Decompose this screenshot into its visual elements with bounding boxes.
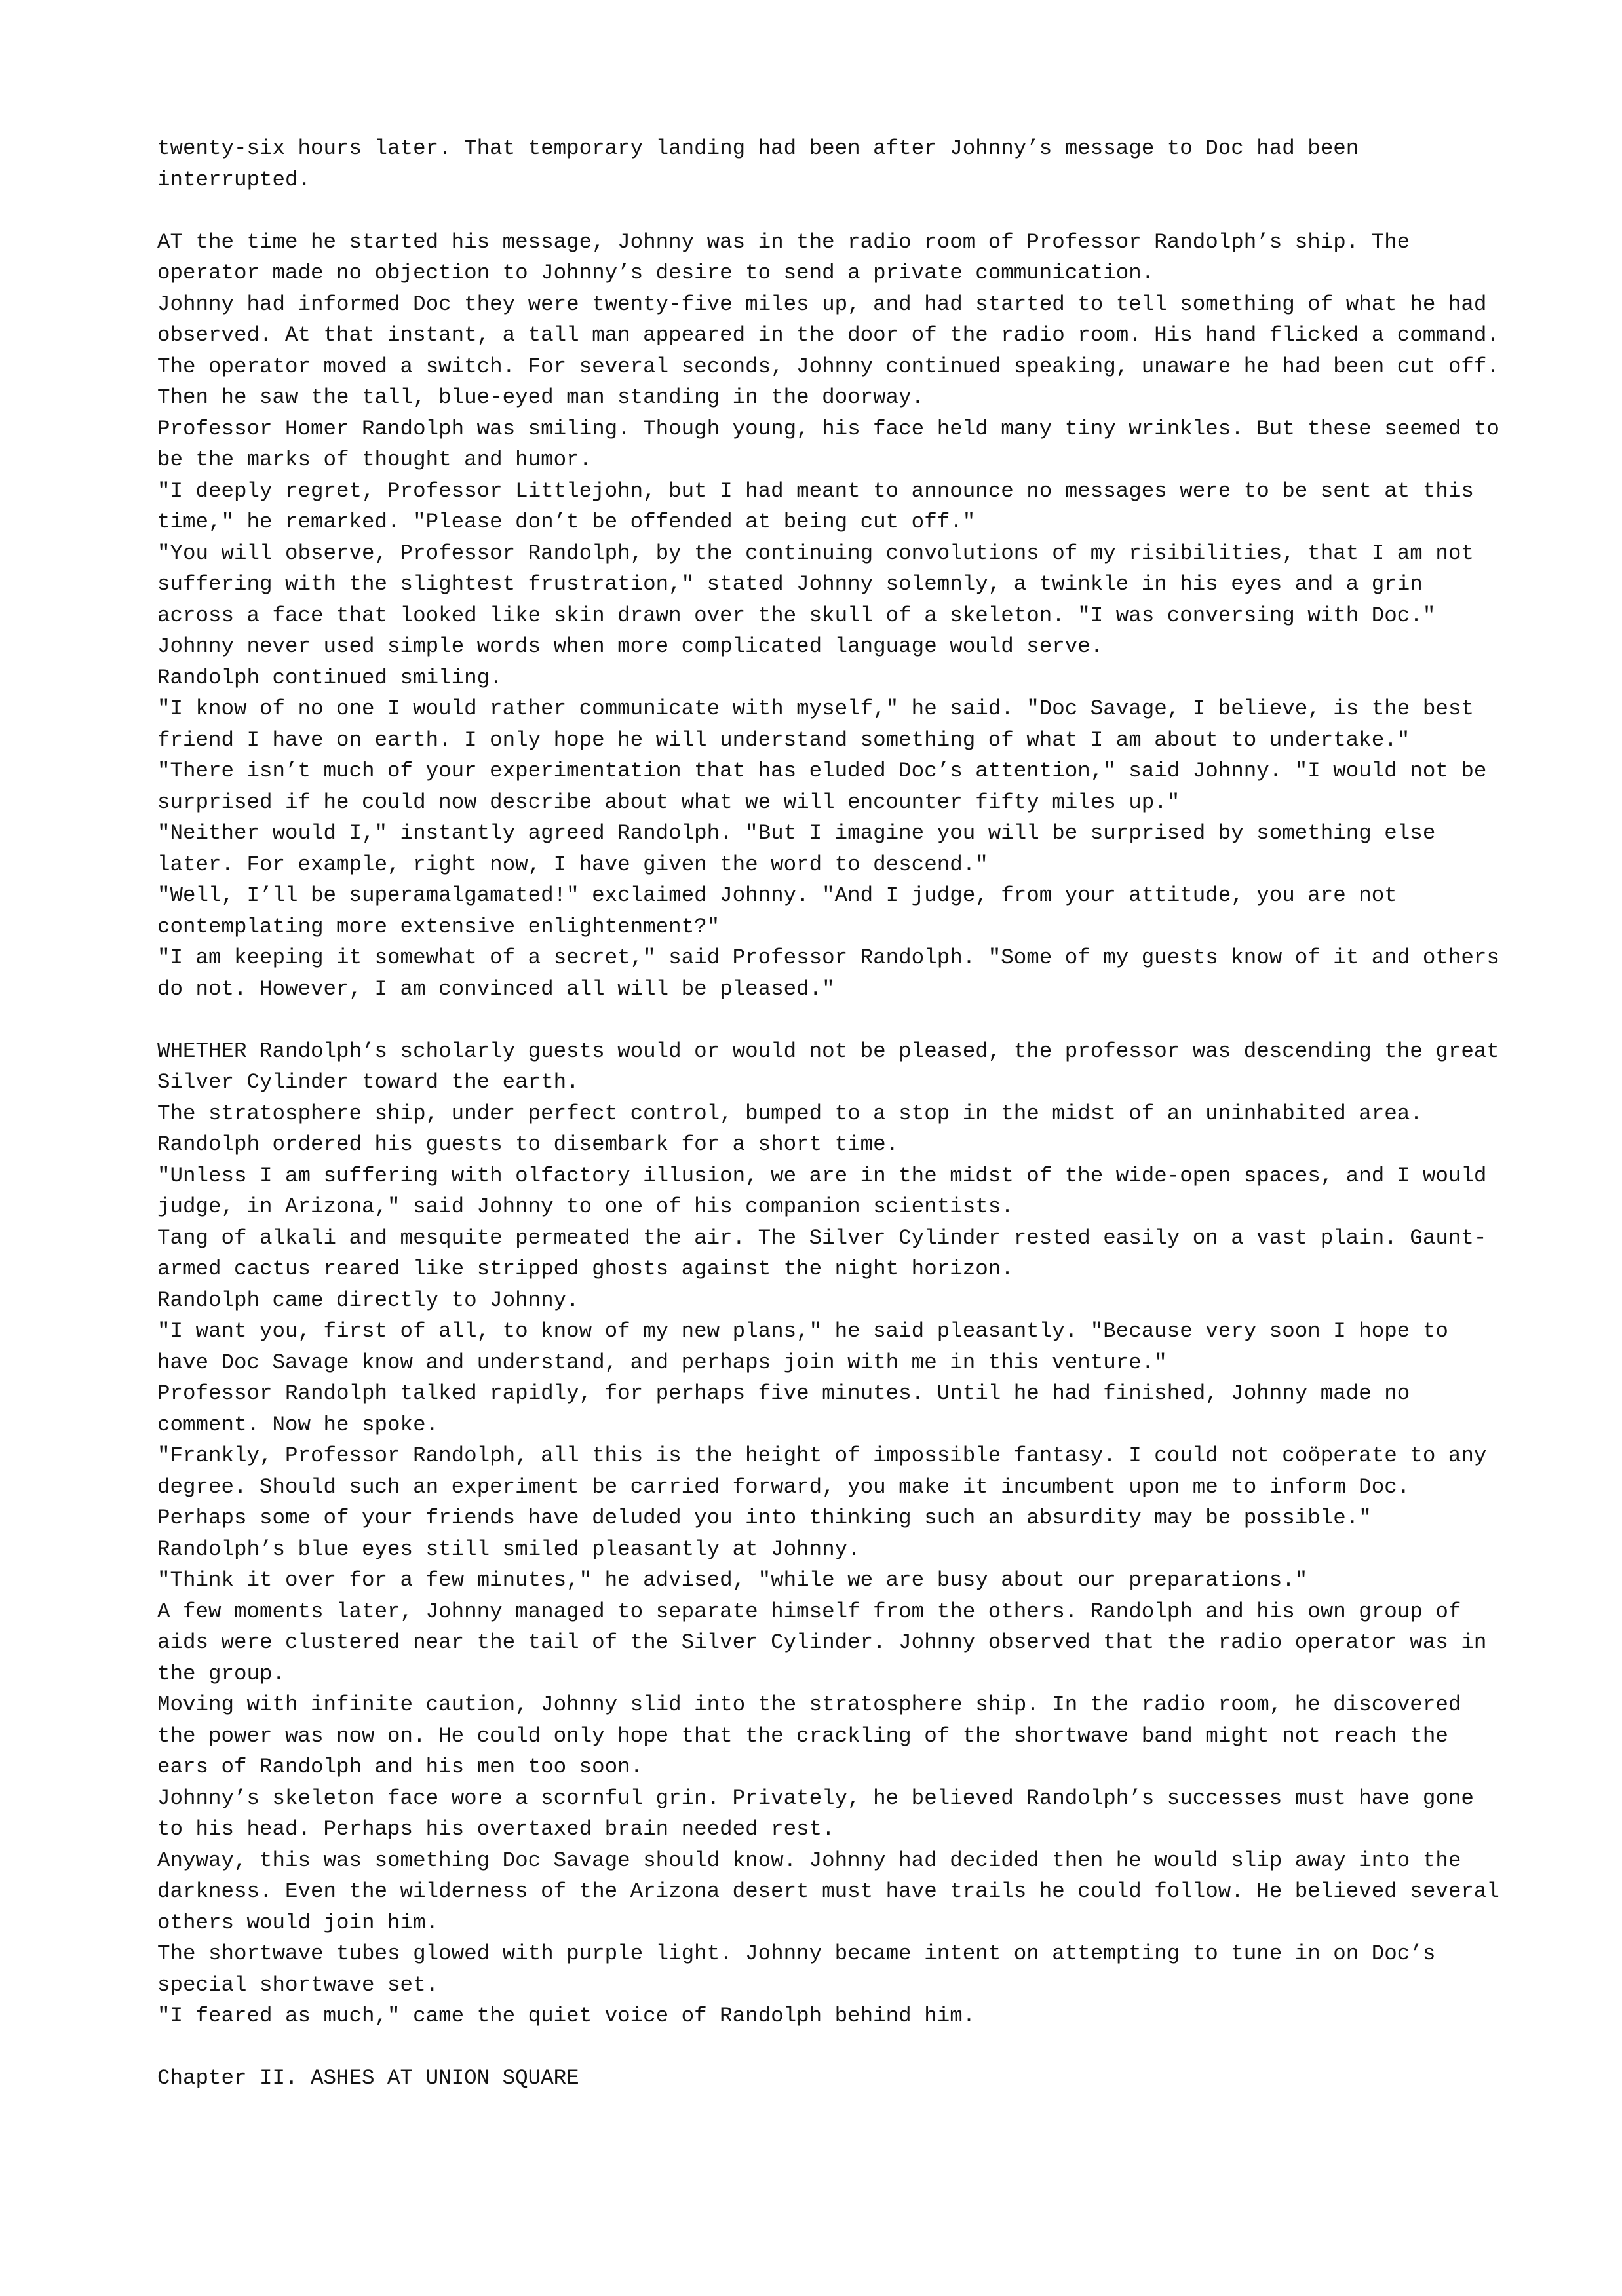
paragraph: "Frankly, Professor Randolph, all this is the height of impossible fantasy. I could not coöperate to any degree. Should such an experiment be carried forward, you make it incumbent upon me to inform Doc. Perhaps some of your friends have deluded you into thinking such an absurdity may be possible." [157,1444,1487,1530]
paragraph: Johnny had informed Doc they were twenty-five miles up, and had started to tell something of what he had observed. At that instant, a tall man appeared in the door of the radio room. His hand flicked a command. [157,292,1499,347]
paragraph-gap [157,195,1507,227]
paragraph-gap [157,2032,1507,2063]
paragraph: Anyway, this was something Doc Savage should know. Johnny had decided then he would slip away into the darkness. Even the wilderness of the Arizona desert must have trails he could follow. He believed several others would join him. [157,1848,1499,1935]
paragraph: "I know of no one I would rather communicate with myself," he said. "Doc Savage, I believe, is the best friend I have on earth. I only hope he will understand something of what I am about to undertake." [157,697,1474,752]
paragraph: Professor Randolph talked rapidly, for perhaps five minutes. Until he had finished, Johnny made no comment. Now he spoke. [157,1381,1410,1437]
paragraph: "I am keeping it somewhat of a secret," said Professor Randolph. "Some of my guests know of it and others do not. However, I am convinced all will be pleased." [157,946,1499,1001]
paragraph: twenty-six hours later. That temporary landing had been after Johnny’s message to Doc had been interrupted. [157,136,1359,192]
paragraph: The operator moved a switch. For several seconds, Johnny continued speaking, unaware he had been cut off. Then he saw the tall, blue-eyed man standing in the doorway. [157,354,1499,410]
paragraph: "I want you, first of all, to know of my new plans," he said pleasantly. "Because very soon I hope to have Doc Savage know and understand, and perhaps join with me in this venture." [157,1319,1448,1375]
paragraph: "You will observe, Professor Randolph, by the continuing convolutions of my risibilities, that I am not suffering with the slightest frustration," stated Johnny solemnly, a twinkle in his eyes and a grin across a face that looked like skin drawn over the skull of a skeleton. "I was conversing with Doc." [157,541,1474,628]
paragraph: "I deeply regret, Professor Littlejohn, but I had meant to announce no messages were to be sent at this time," he remarked. "Please don’t be offended at being cut off." [157,478,1474,534]
paragraph: The stratosphere ship, under perfect control, bumped to a stop in the midst of an uninhabited area. Randolph ordered his guests to disembark for a short time. [157,1101,1423,1157]
paragraph: "Unless I am suffering with olfactory illusion, we are in the midst of the wide-open spaces, and I would judge, in Arizona," said Johnny to one of his companion scientists. [157,1163,1487,1219]
paragraph: "Well, I’ll be superamalgamated!" exclaimed Johnny. "And I judge, from your attitude, you are not contemplating more extensive enlightenment?" [157,883,1397,939]
paragraph: Moving with infinite caution, Johnny slid into the stratosphere ship. In the radio room, he discovered the power was now on. He could only hope that the crackling of the shortwave band might not reach the ears of Randolph and his men too soon. [157,1693,1461,1779]
chapter-heading: Chapter II. ASHES AT UNION SQUARE [157,2066,579,2090]
paragraph: Randolph’s blue eyes still smiled pleasantly at Johnny. [157,1537,860,1561]
paragraph: Randolph came directly to Johnny. [157,1288,579,1312]
paragraph-gap [157,1004,1507,1036]
document-page [157,133,1507,2094]
paragraph: WHETHER Randolph’s scholarly guests would or would not be pleased, the professor was descending the great Silver Cylinder toward the earth. [157,1039,1499,1094]
paragraph: "Neither would I," instantly agreed Randolph. "But I imagine you will be surprised by something else later. For example, right now, I have given the word to descend." [157,821,1436,877]
paragraph: AT the time he started his message, Johnny was in the radio room of Professor Randolph’s ship. The operator made no objection to Johnny’s desire to send a private communication. [157,229,1410,285]
paragraph: "There isn’t much of your experimentation that has eluded Doc’s attention," said Johnny. "I would not be surprised if he could now describe about what we will encounter fifty miles up." [157,759,1487,814]
paragraph: Tang of alkali and mesquite permeated the air. The Silver Cylinder rested easily on a vast plain. Gaunt-armed cactus reared like stripped ghosts against the night horizon. [157,1225,1487,1281]
paragraph: The shortwave tubes glowed with purple light. Johnny became intent on attempting to tune in on Doc’s special shortwave set. [157,1942,1436,1997]
paragraph: Johnny never used simple words when more complicated language would serve. [157,634,1104,659]
paragraph: "I feared as much," came the quiet voice of Randolph behind him. [157,2004,976,2028]
paragraph: Professor Homer Randolph was smiling. Though young, his face held many tiny wrinkles. But these seemed to be the marks of thought and humor. [157,416,1499,472]
paragraph: Johnny’s skeleton face wore a scornful grin. Privately, he believed Randolph’s successes must have gone to his head. Perhaps his overtaxed brain needed rest. [157,1786,1474,1841]
paragraph: A few moments later, Johnny managed to separate himself from the others. Randolph and his own group of aids were clustered near the tail of the Silver Cylinder. Johnny observed that the radio operator was in the group. [157,1599,1487,1686]
paragraph: Randolph continued smiling. [157,665,503,690]
paragraph: "Think it over for a few minutes," he advised, "while we are busy about our preparations." [157,1568,1308,1592]
